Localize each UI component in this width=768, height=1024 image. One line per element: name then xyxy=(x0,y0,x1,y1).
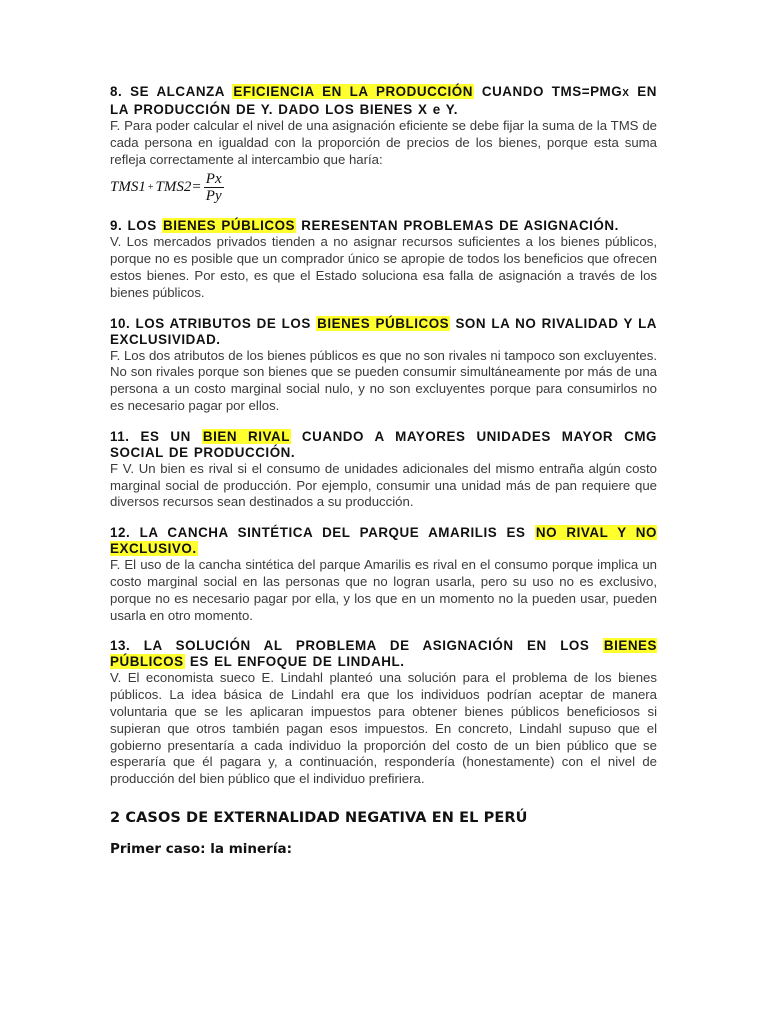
section-title: 2 CASOS DE EXTERNALIDAD NEGATIVA EN EL PERÚ xyxy=(110,809,528,826)
question-answer: F. Los dos atributos de los bienes públicos es que no son rivales ni tampoco son excluyentes. No son rivales porque son bienes que se pueden consumir simultáneamente por más de una persona a un costo marginal social nulo, y no son excluyentes porque para consumirlos no es necesario pagar por ellos. xyxy=(110,347,657,413)
question-title: 11. ES UN BIEN RIVAL CUANDO A MAYORES UNIDADES MAYOR CMG SOCIAL DE PRODUCCIÓN. xyxy=(110,428,657,460)
question-11 xyxy=(110,429,657,511)
question-9 xyxy=(110,218,657,301)
numerator: Px xyxy=(205,170,222,187)
question-title: 13. LA SOLUCIÓN AL PROBLEMA DE ASIGNACIÓN EN LOS BIENES PÚBLICOS ES EL ENFOQUE DE LINDAHL. xyxy=(110,638,657,670)
question-10 xyxy=(110,316,657,415)
question-12 xyxy=(110,525,657,624)
highlighted-term: BIENES PÚBLICOS xyxy=(163,218,296,234)
question-8 xyxy=(110,84,657,204)
question-answer: F. Para poder calcular el nivel de una asignación eficiente se debe fijar la suma de la TMS de cada persona en igualdad con la proporción de precios de los bienes, porque esta suma refleja correctamente al intercambio que haría: xyxy=(110,118,657,167)
denominator: Py xyxy=(205,187,222,204)
question-13 xyxy=(110,638,657,788)
subsection-title: Primer caso: la minería: xyxy=(110,840,292,857)
document-page xyxy=(110,84,657,857)
highlighted-term: NO RIVAL Y NO EXCLUSIVO. xyxy=(110,525,657,557)
highlighted-term: BIENES PÚBLICOS xyxy=(110,638,657,670)
question-answer: F. El uso de la cancha sintética del parque Amarilis es rival en el consumo porque implica un costo marginal social en las personas que no logran usarla, pero su uso no es exclusivo, porque no es necesario pagar por ella, y los que en un momento no la pueden usar, pueden usarla en otro momento. xyxy=(110,557,657,623)
question-answer: F V. Un bien es rival si el consumo de unidades adicionales del mismo entraña algún costo marginal social de producción. Por ejemplo, consumir una unidad más de pan requiere que diversos recursos sean destinados a su producción. xyxy=(110,460,657,510)
fraction xyxy=(204,171,224,204)
question-title: 9. LOS BIENES PÚBLICOS RERESENTAN PROBLEMAS DE ASIGNACIÓN. xyxy=(110,218,619,234)
highlighted-term: EFICIENCIA EN LA PRODUCCIÓN xyxy=(233,84,473,99)
question-title: 12. LA CANCHA SINTÉTICA DEL PARQUE AMARILIS ES NO RIVAL Y NO EXCLUSIVO. xyxy=(110,525,657,557)
formula: TMS1 + TMS2 = $\frac{Px}{Py}$ xyxy=(110,170,222,204)
highlighted-term: BIENES PÚBLICOS xyxy=(317,315,450,331)
subscript: X xyxy=(622,88,630,99)
question-answer: V. El economista sueco E. Lindahl planteó una solución para el problema de los bienes públicos. La idea básica de Lindahl era que los individuos podrían aceptar de manera voluntaria que se les aplicaran impuestos para obtener bienes públicos beneficiosos si supieran que otros también pagan esos impuestos. En concreto, Lindahl supuso que el gobierno presentaría a cada individuo la proporción del costo de un bien público que se esperaría que él pagara y, a continuación, respondería (honestamente) con el nivel de producción del bien público que el individuo prefiriera. xyxy=(110,670,657,787)
question-title: 8. SE ALCANZA EFICIENCIA EN LA PRODUCCIÓN CUANDO TMS=PMGX EN LA PRODUCCIÓN DE Y. DADO LOS BIENES X e Y. xyxy=(110,84,658,117)
question-answer: V. Los mercados privados tienden a no asignar recursos suficientes a los bienes públicos, porque no es posible que un comprador único se apropie de todos los beneficios que ofrecen estos bienes. Por esto, es que el Estado soluciona esa falla de asignación a través de los bienes públicos. xyxy=(110,234,657,300)
question-title: 10. LOS ATRIBUTOS DE LOS BIENES PÚBLICOS SON LA NO RIVALIDAD Y LA EXCLUSIVIDAD. xyxy=(110,315,658,347)
highlighted-term: BIEN RIVAL xyxy=(202,428,290,444)
